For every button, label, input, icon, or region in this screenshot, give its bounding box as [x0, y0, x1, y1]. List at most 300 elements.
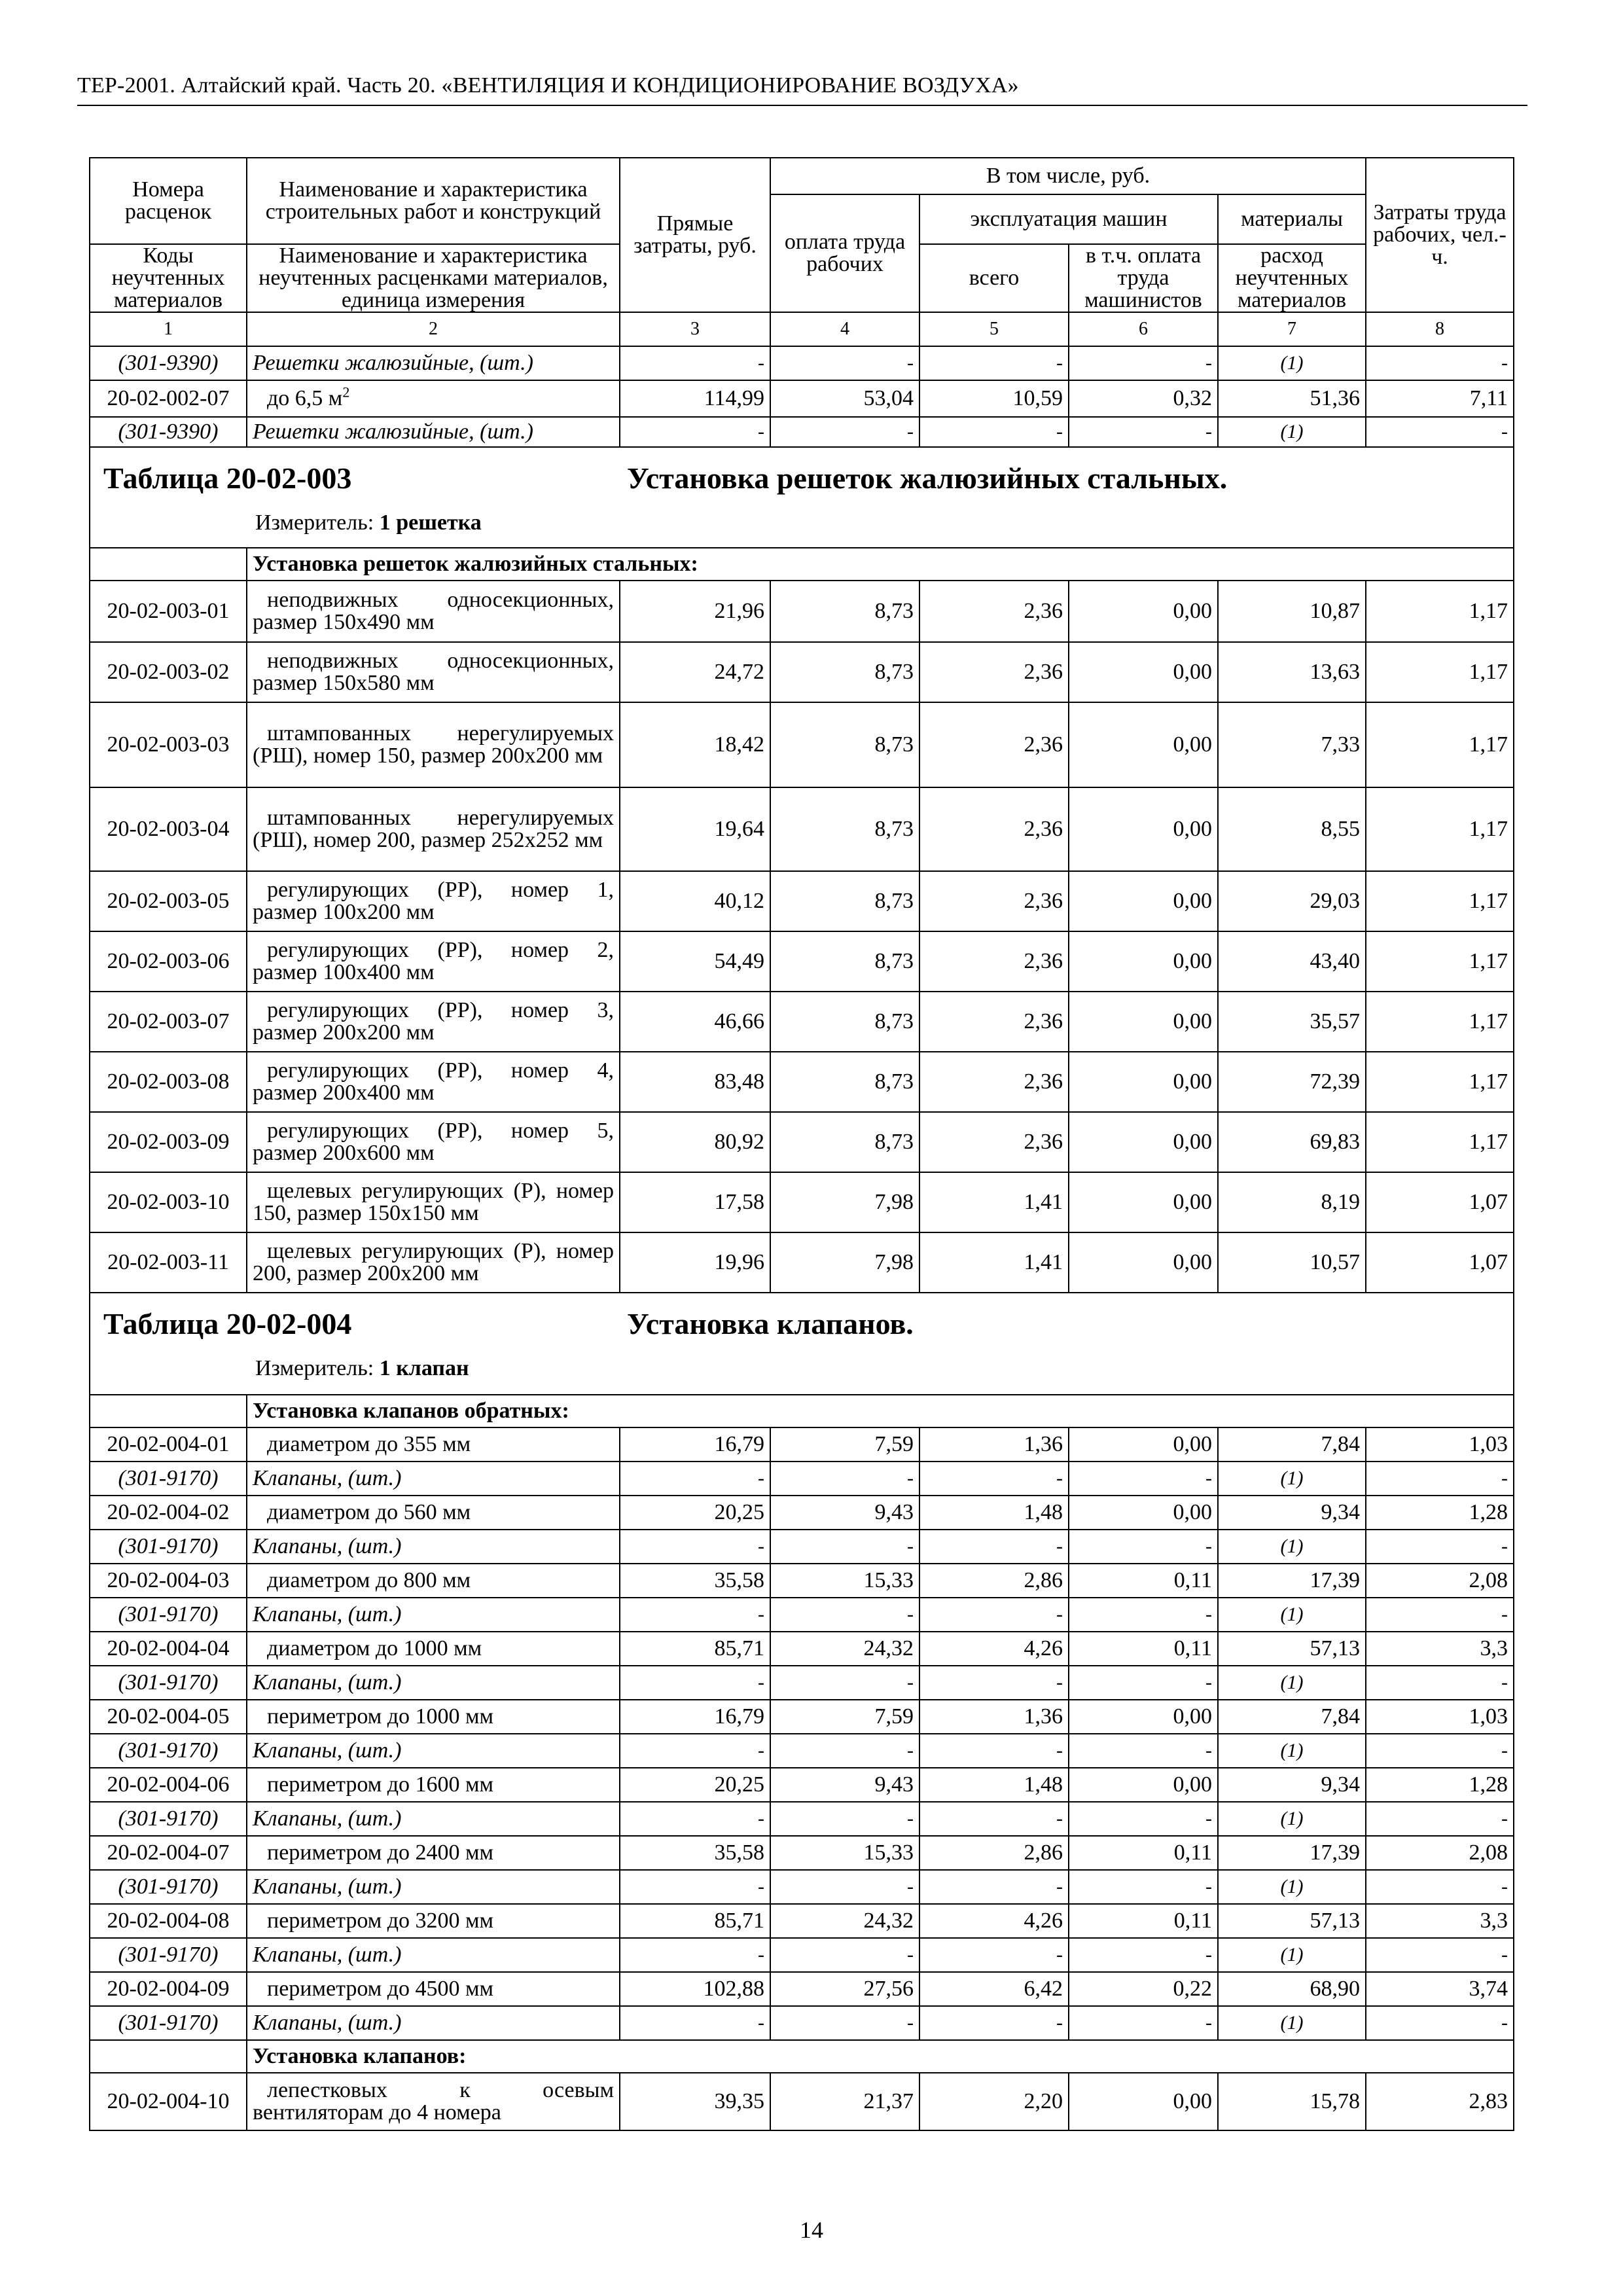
- value-cell: (1): [1218, 1870, 1366, 1904]
- value-cell: 8,73: [770, 787, 919, 871]
- value-cell: 54,49: [620, 931, 770, 992]
- value-cell: 4,26: [919, 1632, 1069, 1666]
- rate-row: [90, 931, 1514, 992]
- value-cell: 8,73: [770, 1112, 919, 1172]
- value-cell: 7,84: [1218, 1700, 1366, 1734]
- value-cell: 15,33: [770, 1564, 919, 1598]
- rate-name: периметром до 4500 мм: [247, 1972, 620, 2006]
- document-header: ТЕР-2001. Алтайский край. Часть 20. «ВЕНТИЛЯЦИЯ И КОНДИЦИОНИРОВАНИЕ ВОЗДУХА»: [77, 73, 1019, 98]
- value-cell: 2,36: [919, 642, 1069, 702]
- value-cell: 16,79: [620, 1700, 770, 1734]
- rate-row: [90, 1496, 1514, 1530]
- value-cell: 7,11: [1366, 380, 1514, 417]
- value-cell: 1,36: [919, 1700, 1069, 1734]
- rate-name: периметром до 1000 мм: [247, 1700, 620, 1734]
- rate-code: 20-02-004-07: [90, 1836, 247, 1870]
- value-cell: -: [770, 1734, 919, 1768]
- rate-code: 20-02-004-03: [90, 1564, 247, 1598]
- value-cell: 2,36: [919, 871, 1069, 931]
- col-material-consumption: расход неучтенных материалов: [1218, 244, 1366, 312]
- value-cell: 0,00: [1069, 1768, 1218, 1802]
- section-row: [90, 548, 1514, 581]
- value-cell: 57,13: [1218, 1904, 1366, 1938]
- table-meter: Измеритель: 1 решетка: [255, 511, 482, 535]
- material-code: (301-9170): [90, 1666, 247, 1700]
- value-cell: -: [919, 1734, 1069, 1768]
- material-name: Клапаны, (шт.): [247, 2006, 620, 2040]
- rate-name: диаметром до 1000 мм: [247, 1632, 620, 1666]
- value-cell: 29,03: [1218, 871, 1366, 931]
- material-name: Клапаны, (шт.): [247, 1666, 620, 1700]
- value-cell: 114,99: [620, 380, 770, 417]
- rate-row: [90, 2073, 1514, 2130]
- value-cell: -: [1069, 1598, 1218, 1632]
- value-cell: 10,57: [1218, 1232, 1366, 1293]
- value-cell: -: [620, 1734, 770, 1768]
- col-number: 6: [1069, 312, 1218, 346]
- value-cell: 35,58: [620, 1836, 770, 1870]
- rate-row: [90, 1232, 1514, 1293]
- rate-code: 20-02-004-06: [90, 1768, 247, 1802]
- value-cell: 2,83: [1366, 2073, 1514, 2130]
- value-cell: 40,12: [620, 871, 770, 931]
- material-name: Клапаны, (шт.): [247, 1802, 620, 1836]
- value-cell: 1,17: [1366, 642, 1514, 702]
- section-heading: Установка решеток жалюзийных стальных:: [247, 548, 1514, 581]
- rate-code: 20-02-002-07: [90, 380, 247, 417]
- value-cell: -: [1069, 417, 1218, 447]
- value-cell: 1,17: [1366, 931, 1514, 992]
- col-machine-operators-pay: в т.ч. оплата труда машинистов: [1069, 244, 1218, 312]
- material-row: [90, 1598, 1514, 1632]
- col-work-name: Наименование и характеристика строительных работ и конструкций: [247, 158, 620, 244]
- value-cell: 1,41: [919, 1172, 1069, 1232]
- col-number: 1: [90, 312, 247, 346]
- value-cell: -: [1366, 1802, 1514, 1836]
- col-direct-costs: Прямые затраты, руб.: [620, 158, 770, 312]
- value-cell: 1,17: [1366, 1052, 1514, 1112]
- value-cell: (1): [1218, 1530, 1366, 1564]
- table-title-block: [90, 447, 1514, 548]
- rate-row: [90, 1836, 1514, 1870]
- value-cell: 10,59: [919, 380, 1069, 417]
- rate-code: 20-02-004-01: [90, 1427, 247, 1462]
- value-cell: -: [1069, 1870, 1218, 1904]
- value-cell: -: [620, 1530, 770, 1564]
- rate-code: 20-02-003-06: [90, 931, 247, 992]
- value-cell: 20,25: [620, 1496, 770, 1530]
- value-cell: 8,19: [1218, 1172, 1366, 1232]
- rate-row: [90, 1052, 1514, 1112]
- col-material-codes: Коды неучтенных материалов: [90, 244, 247, 312]
- value-cell: 2,86: [919, 1836, 1069, 1870]
- value-cell: -: [1366, 1870, 1514, 1904]
- rate-name: регулирующих (РР), номер 2, размер 100х400 мм: [247, 931, 620, 992]
- value-cell: -: [1366, 1734, 1514, 1768]
- value-cell: 68,90: [1218, 1972, 1366, 2006]
- col-number: 7: [1218, 312, 1366, 346]
- rate-name: щелевых регулирующих (Р), номер 150, размер 150х150 мм: [247, 1172, 620, 1232]
- value-cell: (1): [1218, 1734, 1366, 1768]
- value-cell: 2,36: [919, 1112, 1069, 1172]
- col-materials: материалы: [1218, 194, 1366, 244]
- value-cell: -: [770, 1462, 919, 1496]
- value-cell: -: [919, 1938, 1069, 1972]
- section-heading: Установка клапанов обратных:: [247, 1395, 1514, 1427]
- section-row: [90, 2040, 1514, 2073]
- value-cell: 0,00: [1069, 1112, 1218, 1172]
- value-cell: 1,17: [1366, 702, 1514, 787]
- table-title-block: [90, 1293, 1514, 1395]
- rate-name: периметром до 1600 мм: [247, 1768, 620, 1802]
- material-name: Клапаны, (шт.): [247, 1530, 620, 1564]
- value-cell: -: [919, 1802, 1069, 1836]
- value-cell: 85,71: [620, 1904, 770, 1938]
- value-cell: 2,36: [919, 787, 1069, 871]
- value-cell: 10,87: [1218, 581, 1366, 642]
- value-cell: -: [919, 1530, 1069, 1564]
- value-cell: -: [620, 1598, 770, 1632]
- material-row: [90, 346, 1514, 380]
- rate-row: [90, 1700, 1514, 1734]
- value-cell: 80,92: [620, 1112, 770, 1172]
- value-cell: -: [770, 1666, 919, 1700]
- value-cell: 16,79: [620, 1427, 770, 1462]
- rate-code: 20-02-004-08: [90, 1904, 247, 1938]
- value-cell: 19,96: [620, 1232, 770, 1293]
- material-code: (301-9170): [90, 1870, 247, 1904]
- value-cell: (1): [1218, 1462, 1366, 1496]
- value-cell: (1): [1218, 1938, 1366, 1972]
- value-cell: 7,98: [770, 1232, 919, 1293]
- col-number: 2: [247, 312, 620, 346]
- value-cell: 1,07: [1366, 1172, 1514, 1232]
- rate-code: 20-02-003-09: [90, 1112, 247, 1172]
- material-name: Клапаны, (шт.): [247, 1462, 620, 1496]
- value-cell: 0,00: [1069, 2073, 1218, 2130]
- rate-row: [90, 1427, 1514, 1462]
- section-row: [90, 1395, 1514, 1427]
- value-cell: -: [1069, 1666, 1218, 1700]
- value-cell: -: [919, 1462, 1069, 1496]
- value-cell: -: [770, 1802, 919, 1836]
- value-cell: 24,72: [620, 642, 770, 702]
- value-cell: -: [1069, 1938, 1218, 1972]
- material-name: Решетки жалюзийные, (шт.): [247, 417, 620, 447]
- material-name: Клапаны, (шт.): [247, 1598, 620, 1632]
- value-cell: 53,04: [770, 380, 919, 417]
- value-cell: 1,36: [919, 1427, 1069, 1462]
- rate-row: [90, 992, 1514, 1052]
- value-cell: -: [1366, 346, 1514, 380]
- col-including: В том числе, руб.: [770, 158, 1366, 194]
- rate-row: [90, 1172, 1514, 1232]
- rate-row: [90, 1904, 1514, 1938]
- valve-rows: [90, 1427, 1514, 2040]
- value-cell: 1,03: [1366, 1700, 1514, 1734]
- material-code: (301-9390): [90, 346, 247, 380]
- value-cell: 9,34: [1218, 1496, 1366, 1530]
- rate-code: 20-02-003-11: [90, 1232, 247, 1293]
- value-cell: -: [1069, 1530, 1218, 1564]
- value-cell: 0,00: [1069, 1052, 1218, 1112]
- value-cell: -: [620, 1462, 770, 1496]
- col-number: 4: [770, 312, 919, 346]
- value-cell: 0,22: [1069, 1972, 1218, 2006]
- value-cell: 7,59: [770, 1427, 919, 1462]
- col-number: 3: [620, 312, 770, 346]
- rate-code: 20-02-004-05: [90, 1700, 247, 1734]
- col-machine-total: всего: [919, 244, 1069, 312]
- rate-code: 20-02-004-02: [90, 1496, 247, 1530]
- value-cell: 0,00: [1069, 992, 1218, 1052]
- value-cell: 85,71: [620, 1632, 770, 1666]
- value-cell: -: [770, 1530, 919, 1564]
- value-cell: 2,36: [919, 1052, 1069, 1112]
- material-row: [90, 2006, 1514, 2040]
- page-number: 14: [800, 2217, 823, 2243]
- rate-row: [90, 581, 1514, 642]
- material-code: (301-9170): [90, 1938, 247, 1972]
- value-cell: 9,43: [770, 1768, 919, 1802]
- rate-code: 20-02-004-09: [90, 1972, 247, 2006]
- rates-table: [89, 157, 1514, 2131]
- value-cell: 1,48: [919, 1496, 1069, 1530]
- material-row: [90, 1530, 1514, 1564]
- material-code: (301-9170): [90, 1530, 247, 1564]
- col-rate-numbers: Номера расценок: [90, 158, 247, 244]
- value-cell: 8,73: [770, 1052, 919, 1112]
- value-cell: -: [620, 1938, 770, 1972]
- table-caption: Установка клапанов.: [627, 1307, 914, 1340]
- rate-code: 20-02-003-05: [90, 871, 247, 931]
- value-cell: 2,36: [919, 992, 1069, 1052]
- value-cell: 43,40: [1218, 931, 1366, 992]
- value-cell: 83,48: [620, 1052, 770, 1112]
- value-cell: 27,56: [770, 1972, 919, 2006]
- rate-name: штампованных нерегулируемых (РШ), номер 150, размер 200х200 мм: [247, 702, 620, 787]
- value-cell: 51,36: [1218, 380, 1366, 417]
- value-cell: 0,00: [1069, 1172, 1218, 1232]
- value-cell: -: [919, 1870, 1069, 1904]
- value-cell: 35,57: [1218, 992, 1366, 1052]
- value-cell: 2,08: [1366, 1836, 1514, 1870]
- rate-name: неподвижных односекционных, размер 150х580 мм: [247, 642, 620, 702]
- value-cell: -: [919, 417, 1069, 447]
- rate-row: [90, 1564, 1514, 1598]
- value-cell: (1): [1218, 417, 1366, 447]
- value-cell: -: [1366, 2006, 1514, 2040]
- value-cell: 0,00: [1069, 871, 1218, 931]
- value-cell: 0,11: [1069, 1632, 1218, 1666]
- value-cell: -: [620, 346, 770, 380]
- value-cell: 0,00: [1069, 1496, 1218, 1530]
- value-cell: -: [919, 1598, 1069, 1632]
- value-cell: 35,58: [620, 1564, 770, 1598]
- value-cell: 102,88: [620, 1972, 770, 2006]
- value-cell: 2,36: [919, 931, 1069, 992]
- value-cell: 1,17: [1366, 787, 1514, 871]
- value-cell: -: [770, 346, 919, 380]
- section-heading: Установка клапанов:: [247, 2040, 1514, 2073]
- value-cell: -: [1069, 1462, 1218, 1496]
- col-labor-pay: оплата труда рабочих: [770, 194, 919, 312]
- value-cell: 0,00: [1069, 1700, 1218, 1734]
- rate-name: диаметром до 560 мм: [247, 1496, 620, 1530]
- value-cell: -: [1366, 1462, 1514, 1496]
- value-cell: 1,28: [1366, 1496, 1514, 1530]
- rate-row: [90, 702, 1514, 787]
- rate-name: регулирующих (РР), номер 1, размер 100х200 мм: [247, 871, 620, 931]
- value-cell: 1,28: [1366, 1768, 1514, 1802]
- material-code: (301-9170): [90, 1462, 247, 1496]
- value-cell: 72,39: [1218, 1052, 1366, 1112]
- value-cell: -: [1366, 1938, 1514, 1972]
- value-cell: 0,11: [1069, 1836, 1218, 1870]
- table-meter: Измеритель: 1 клапан: [255, 1356, 469, 1380]
- value-cell: 8,73: [770, 642, 919, 702]
- value-cell: 3,3: [1366, 1632, 1514, 1666]
- rate-row: [90, 1768, 1514, 1802]
- value-cell: -: [620, 2006, 770, 2040]
- value-cell: 2,20: [919, 2073, 1069, 2130]
- value-cell: -: [919, 346, 1069, 380]
- value-cell: 1,17: [1366, 1112, 1514, 1172]
- value-cell: -: [620, 1666, 770, 1700]
- value-cell: (1): [1218, 2006, 1366, 2040]
- value-cell: -: [1069, 346, 1218, 380]
- value-cell: 0,00: [1069, 581, 1218, 642]
- value-cell: -: [770, 1870, 919, 1904]
- rate-name: регулирующих (РР), номер 3, размер 200х200 мм: [247, 992, 620, 1052]
- value-cell: 19,64: [620, 787, 770, 871]
- col-machine-operation: эксплуатация машин: [919, 194, 1218, 244]
- value-cell: 8,73: [770, 871, 919, 931]
- value-cell: 18,42: [620, 702, 770, 787]
- value-cell: 2,36: [919, 702, 1069, 787]
- material-code: (301-9170): [90, 2006, 247, 2040]
- value-cell: 15,78: [1218, 2073, 1366, 2130]
- value-cell: 6,42: [919, 1972, 1069, 2006]
- material-row: [90, 1666, 1514, 1700]
- rate-code: 20-02-003-04: [90, 787, 247, 871]
- material-row: [90, 1802, 1514, 1836]
- value-cell: 0,11: [1069, 1564, 1218, 1598]
- value-cell: (1): [1218, 1802, 1366, 1836]
- value-cell: 3,74: [1366, 1972, 1514, 2006]
- material-code: (301-9170): [90, 1734, 247, 1768]
- value-cell: 9,43: [770, 1496, 919, 1530]
- rate-code: 20-02-003-10: [90, 1172, 247, 1232]
- col-number: 5: [919, 312, 1069, 346]
- value-cell: -: [1069, 1802, 1218, 1836]
- value-cell: 3,3: [1366, 1904, 1514, 1938]
- value-cell: 24,32: [770, 1904, 919, 1938]
- material-row: [90, 1462, 1514, 1496]
- rate-row: [90, 642, 1514, 702]
- value-cell: 8,73: [770, 931, 919, 992]
- col-labor-costs: Затраты труда рабочих, чел.-ч.: [1366, 158, 1514, 312]
- material-row: [90, 417, 1514, 447]
- material-code: (301-9390): [90, 417, 247, 447]
- rate-name: регулирующих (РР), номер 5, размер 200х600 мм: [247, 1112, 620, 1172]
- material-name: Клапаны, (шт.): [247, 1870, 620, 1904]
- material-name: Решетки жалюзийные, (шт.): [247, 346, 620, 380]
- header-divider: [77, 105, 1527, 106]
- value-cell: -: [620, 1870, 770, 1904]
- value-cell: 0,00: [1069, 787, 1218, 871]
- value-cell: 39,35: [620, 2073, 770, 2130]
- rate-code: 20-02-003-03: [90, 702, 247, 787]
- value-cell: -: [1366, 417, 1514, 447]
- rate-code: 20-02-003-02: [90, 642, 247, 702]
- value-cell: -: [1366, 1530, 1514, 1564]
- value-cell: 0,11: [1069, 1904, 1218, 1938]
- rate-name: периметром до 3200 мм: [247, 1904, 620, 1938]
- value-cell: 1,17: [1366, 992, 1514, 1052]
- value-cell: 7,33: [1218, 702, 1366, 787]
- value-cell: 21,96: [620, 581, 770, 642]
- value-cell: -: [919, 2006, 1069, 2040]
- value-cell: 57,13: [1218, 1632, 1366, 1666]
- value-cell: -: [1366, 1666, 1514, 1700]
- value-cell: 69,83: [1218, 1112, 1366, 1172]
- value-cell: 7,59: [770, 1700, 919, 1734]
- value-cell: 8,73: [770, 581, 919, 642]
- value-cell: -: [1069, 1734, 1218, 1768]
- rate-row: [90, 1112, 1514, 1172]
- value-cell: 20,25: [620, 1768, 770, 1802]
- rate-row: [90, 871, 1514, 931]
- value-cell: 0,00: [1069, 931, 1218, 992]
- value-cell: (1): [1218, 1666, 1366, 1700]
- rate-name: периметром до 2400 мм: [247, 1836, 620, 1870]
- material-code: (301-9170): [90, 1802, 247, 1836]
- rate-row: [90, 1972, 1514, 2006]
- value-cell: 17,39: [1218, 1564, 1366, 1598]
- col-material-name: Наименование и характеристика неучтенных расценками материалов, единица измерения: [247, 244, 620, 312]
- value-cell: -: [770, 417, 919, 447]
- value-cell: 1,17: [1366, 581, 1514, 642]
- rate-row: [90, 1632, 1514, 1666]
- value-cell: 24,32: [770, 1632, 919, 1666]
- table-title: Таблица 20-02-004: [103, 1307, 352, 1340]
- value-cell: 0,00: [1069, 702, 1218, 787]
- value-cell: 0,32: [1069, 380, 1218, 417]
- table-title: Таблица 20-02-003: [103, 461, 352, 495]
- value-cell: 21,37: [770, 2073, 919, 2130]
- rate-name: штампованных нерегулируемых (РШ), номер 200, размер 252х252 мм: [247, 787, 620, 871]
- rate-name: регулирующих (РР), номер 4, размер 200х400 мм: [247, 1052, 620, 1112]
- rate-name: лепестковых к осевым вентиляторам до 4 номера: [247, 2073, 620, 2130]
- value-cell: -: [770, 1938, 919, 1972]
- value-cell: 1,48: [919, 1768, 1069, 1802]
- value-cell: -: [1366, 1598, 1514, 1632]
- material-row: [90, 1870, 1514, 1904]
- value-cell: 0,00: [1069, 1232, 1218, 1293]
- value-cell: 17,39: [1218, 1836, 1366, 1870]
- col-number: 8: [1366, 312, 1514, 346]
- rate-name: щелевых регулирующих (Р), номер 200, размер 200х200 мм: [247, 1232, 620, 1293]
- rate-row: [90, 787, 1514, 871]
- rate-name: до 6,5 $м^2$: [247, 380, 620, 417]
- rate-name: диаметром до 800 мм: [247, 1564, 620, 1598]
- value-cell: 7,84: [1218, 1427, 1366, 1462]
- value-cell: 8,55: [1218, 787, 1366, 871]
- value-cell: 46,66: [620, 992, 770, 1052]
- value-cell: -: [620, 417, 770, 447]
- value-cell: 2,08: [1366, 1564, 1514, 1598]
